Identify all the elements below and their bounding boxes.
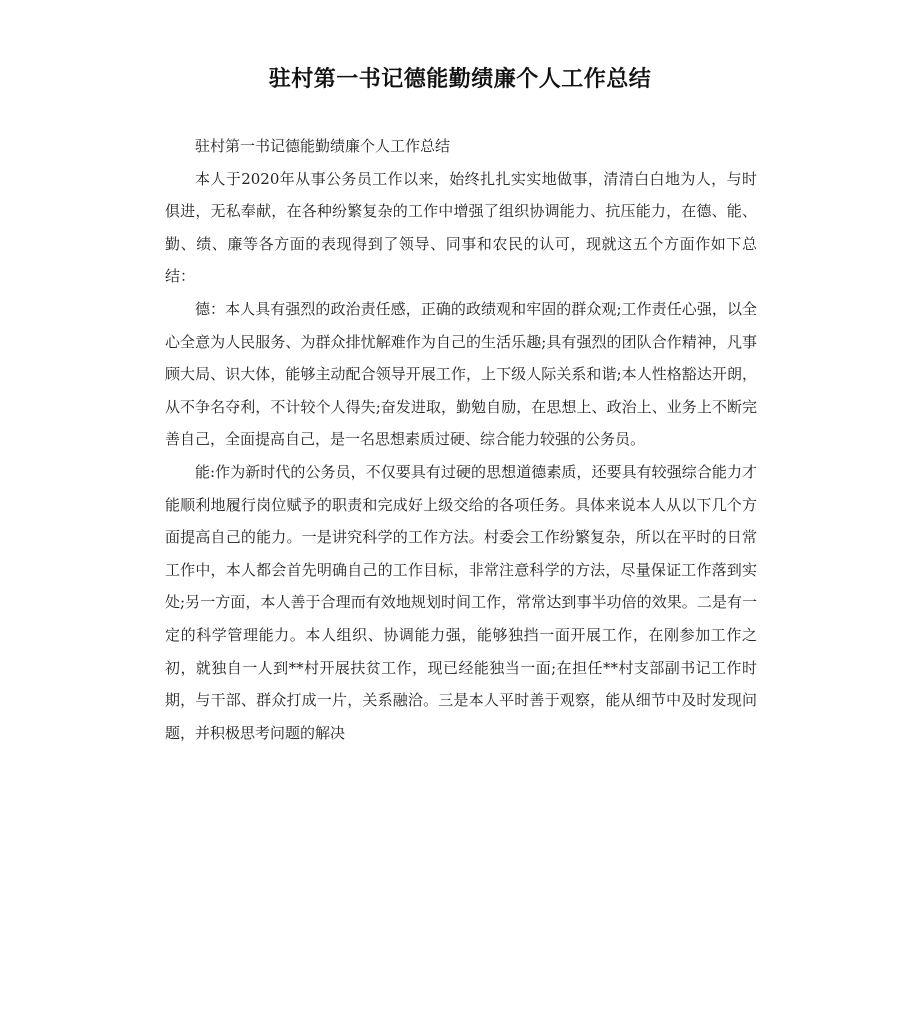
document-body [165,130,757,749]
intro-paragraph: 本人于2020年从事公务员工作以来，始终扎扎实实地做事，清清白白地为人，与时俱进，无私奉献，在各种纷繁复杂的工作中增强了组织协调能力、抗压能力，在德、能、勤、绩、廉等各方面的表现得到了领导、同事和农民的认可，现就这五个方面作如下总结： [165,169,757,286]
virtue-paragraph: 德：本人具有强烈的政治责任感，正确的政绩观和牢固的群众观;工作责任心强，以全心全意为人民服务、为群众排忧解难作为自己的生活乐趣;具有强烈的团队合作精神，凡事顾大局、识大体，能够主动配合领导开展工作，上下级人际关系和谐;本人性格豁达开朗，从不争名夺利，不计较个人得失;奋发进取，勤勉自励，在思想上、政治上、业务上不断完善自己，全面提高自己，是一名思想素质过硬、综合能力较强的公务员。 [165,299,757,449]
ability-paragraph: 能:作为新时代的公务员，不仅要具有过硬的思想道德素质，还要具有较强综合能力才能顺利地履行岗位赋予的职责和完成好上级交给的各项任务。具体来说本人从以下几个方面提高自己的能力。一是讲究科学的工作方法。村委会工作纷繁复杂，所以在平时的日常工作中，本人都会首先明确自己的工作目标，非常注意科学的方法，尽量保证工作落到实处;另一方面，本人善于合理而有效地规划时间工作，常常达到事半功倍的效果。二是有一定的科学管理能力。本人组织、协调能力强，能够独挡一面开展工作，在刚参加工作之初，就独自一人到**村开展扶贫工作，现已经能独当一面;在担任**村支部副书记工作时期，与干部、群众打成一片，关系融洽。三是本人平时善于观察，能从细节中及时发现问题，并积极思考问题的解决 [165,462,757,742]
subtitle-paragraph: 驻村第一书记德能勤绩廉个人工作总结 [195,137,451,155]
document-title: 驻村第一书记德能勤绩廉个人工作总结 [268,67,652,92]
